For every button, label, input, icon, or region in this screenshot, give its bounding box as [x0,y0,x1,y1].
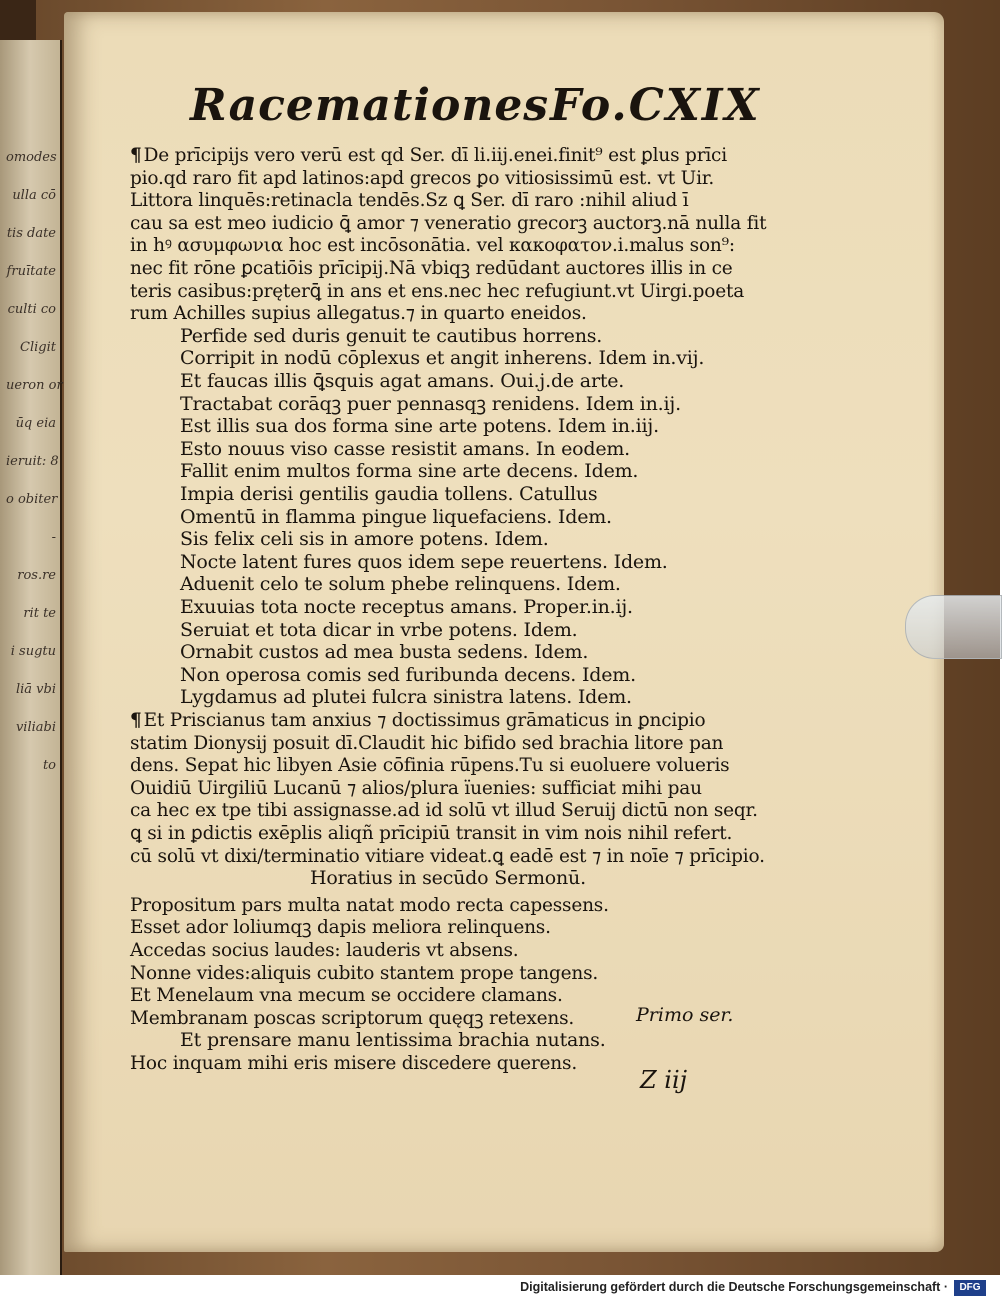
line-text: pio.qd raro fit apd latinos:apd grecos ꝑo vitiosissimū est. vt Uir. [130,167,715,189]
line-text: Aduenit celo te solum phebe relinquens. Idem. [180,573,621,596]
text-line [180,438,630,461]
left-page-fragment: ros.re [17,568,56,583]
left-page-fragment: ueron or [6,378,63,393]
line-text: Ouidiū Uirgiliū Lucanū ⁊ alios/plura ïuenies: sufficiat mihi pau [130,777,702,799]
text-line [310,867,586,890]
text-line [130,1007,574,1030]
left-page-fragment: to [42,758,56,773]
line-text: Corripit in nodū cōplexus et angit inherens. Idem in.vij. [180,347,705,370]
text-line [130,234,735,257]
text-line [180,664,636,687]
text-line [180,347,704,370]
line-text: Horatius in secūdo Sermonū. [310,867,586,890]
left-page-fragment: i sugtu [10,644,56,659]
text-line [130,916,551,939]
text-line [130,167,714,190]
footer-credit: Digitalisierung gefördert durch die Deutsche Forschungsgemeinschaft · [520,1280,948,1294]
text-line [130,894,609,917]
line-text: Perfide sed duris genuit te cautibus horrens. [180,324,603,347]
line-text: Est illis sua dos forma sine arte potens. Idem in.iij. [180,415,659,438]
text-line [130,189,689,212]
text-line [180,528,549,551]
text-line [180,573,621,596]
text-line [130,732,723,755]
line-text: Lygdamus ad plutei fulcra sinistra latens. Idem. [180,686,632,709]
text-line [180,483,597,506]
left-page-fragment: ulla cō [12,188,56,203]
text-line [180,1029,606,1052]
left-page-fragment: culti co [7,302,56,317]
line-text: Et Priscianus tam anxius ⁊ doctissimus grāmaticus in ꝑncipio [143,710,706,731]
left-page-fragment: rit te [23,606,56,621]
text-line [180,325,602,348]
signature-mark: Z iij [640,1066,688,1094]
left-page-fragment: omodes [6,150,57,165]
left-page-fragment: o obiter [6,492,58,507]
line-text: Fallit enim multos forma sine arte decens. Idem. [180,460,639,483]
left-page-fragment: Cligit [20,340,56,355]
pilcrow-mark: ¶ [130,145,142,166]
line-text: Esto nouus viso casse resistit amans. In eodem. [180,437,631,460]
text-line [180,506,612,529]
text-line [130,709,705,732]
line-text: ꝗ si in ꝑdictis exēplis aliqñ prīcipiū transit in vim nois nihil refert. [130,823,733,844]
text-line [180,641,588,664]
text-line [130,212,766,235]
line-text: Et faucas illis ꝗ̄squis agat amans. Oui.j.de arte. [180,370,625,392]
line-text: Non operosa comis sed furibunda decens. Idem. [180,663,636,686]
line-text: rum Achilles supius allegatus.⁊ in quarto eneidos. [130,303,587,325]
text-line [180,460,638,483]
line-text: Nocte latent fures quos idem sepe reuertens. Idem. [180,550,668,573]
left-page-fragment: ūq eia [15,416,56,431]
left-page-fragment: viliabi [15,720,56,735]
line-text: Hoc inquam mihi eris misere discedere querens. [130,1053,577,1074]
text-line [180,415,659,438]
dfg-logo: DFG [954,1280,986,1296]
margin-note: Primo ser. [636,1004,734,1026]
line-text: Esset ador loliumqꝫ dapis meliora relinquens. [130,917,551,939]
pilcrow-mark: ¶ [130,710,142,731]
text-line [130,754,729,777]
text-line [130,939,519,962]
line-text: Littora linquēs:retinacla tendēs.Sz ꝗ Ser. dī raro :nihil aliud ī [130,190,689,212]
left-page-fragment: tis date [6,226,56,241]
text-line [130,1052,577,1075]
line-text: Exuuias tota nocte receptus amans. Proper.in.ij. [180,596,633,618]
line-text: Seruiat et tota dicar in vrbe potens. Idem. [180,618,578,641]
line-text: cū solū vt dixi/terminatio vitiare videat.ꝗ eadē est ⁊ in noīe ⁊ prīcipio. [130,845,765,867]
line-text: Et prensare manu lentissima brachia nutans. [180,1029,606,1052]
line-text: Propositum pars multa natat modo recta capessens. [130,894,609,916]
footer [0,1275,1000,1302]
left-page-fragment: - [51,530,56,545]
left-page-fragment: ieruit: 8 [6,454,59,469]
line-text: Tractabat corāqꝫ puer pennasqꝫ renidens. Idem in.ij. [180,392,681,415]
line-text: dens. Sepat hic libyen Asie cōfinia rūpens.Tu si euoluere volueris [130,755,730,777]
line-text: Impia derisi gentilis gaudia tollens. Catullus [180,483,598,505]
text-line [130,777,702,800]
text-line [130,962,598,985]
line-text: cau sa est meo iudicio ꝗ̄ amor ⁊ veneratio grecorꝫ auctorꝫ.nā nulla fit [130,212,767,234]
text-line [180,596,633,619]
text-line [130,984,563,1007]
text-line [130,822,732,845]
text-line [130,302,587,325]
line-text: Sis felix celi sis in amore potens. Idem. [180,528,549,551]
line-text: Omentū in flamma pingue liquefaciens. Idem. [180,505,612,528]
text-line [130,845,765,868]
line-text: statim Dionysij posuit dī.Claudit hic bifido sed brachia litore pan [130,732,724,754]
text-line [180,551,668,574]
line-text: teris casibus:pręterꝗ̄ in ans et ens.nec hec refugiunt.vt Uirgi.poeta [130,280,745,302]
line-text: Ornabit custos ad mea busta sedens. Idem. [180,641,589,664]
line-text: Nonne vides:aliquis cubito stantem prope tangens. [130,962,599,984]
text-line [130,799,758,822]
running-header [190,80,761,140]
line-text: Membranam poscas scriptorum quęqꝫ retexens. [130,1007,575,1029]
line-text: De prīcipijs vero verū est qd Ser. dī li.iij.enei.finit⁹ est ꝑlus prīci [143,145,727,166]
left-page-fragment: liā vbi [15,682,56,697]
folio-number: Fo.CXIX [550,80,761,131]
text-line [180,370,624,393]
text-line [180,393,681,416]
text-line [180,686,632,709]
line-text: ca hec ex tpe tibi assignasse.ad id solū vt illud Seruij dictū non seqr. [130,800,758,822]
line-text: nec fit rōne ꝑcatiōis prīcipij.Nā vbiqꝫ redūdant auctores illis in ce [130,258,733,279]
left-page-fragment: fruītate [6,264,56,279]
line-text: Accedas socius laudes: lauderis vt absens. [130,940,519,961]
text-line [130,257,733,280]
text-line [180,619,578,642]
text-line [130,144,727,167]
text-line [130,280,744,303]
header-title: Racemationes [190,80,550,131]
line-text: Et Menelaum vna mecum se occidere clamans. [130,985,563,1007]
line-text: in hꝰ ασυμφωνια hoc est incōsonātia. vel κακοφατον.i.malus son⁹: [130,235,735,257]
